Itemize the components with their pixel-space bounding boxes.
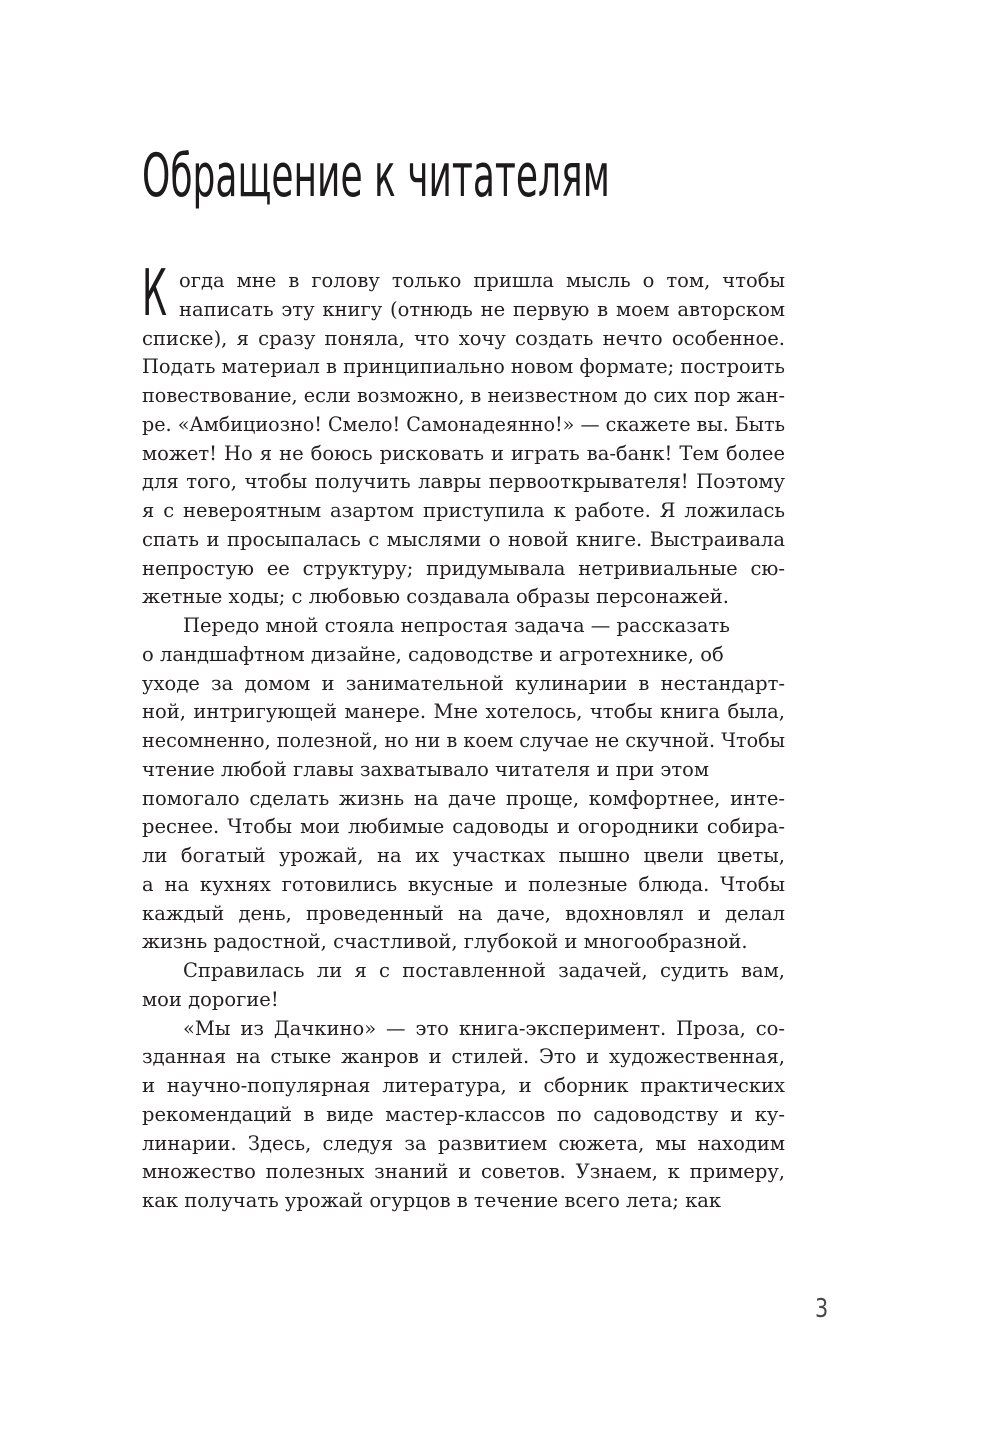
page-number: 3 [815, 1294, 829, 1324]
text-line: повествование, если возможно, в неизвестном до сих пор жан- [142, 384, 785, 407]
text-line: о ландшафтном дизайне, садоводстве и агротехнике, об [142, 642, 724, 666]
text-line: а на кухнях готовились вкусные и полезные блюда. Чтобы [142, 872, 785, 896]
text-line: огда мне в голову только пришла мысль о том, чтобы [179, 269, 785, 292]
text-line: жетные ходы; с любовью создавала образы персонажей. [142, 585, 729, 609]
body-text [142, 267, 802, 1216]
text-line: как получать урожай огурцов в течение всего лета; как [142, 1189, 722, 1212]
text-line: реснее. Чтобы мои любимые садоводы и огородники собира- [142, 815, 785, 839]
text-line: и научно-популярная литература, и сборник практических [142, 1074, 785, 1097]
text-line: множество полезных знаний и советов. Узнаем, к примеру, [142, 1160, 785, 1184]
text-line: уходе за домом и занимательной кулинарии в нестандарт- [142, 671, 785, 695]
text-line: спать и просыпалась с мыслями о новой книге. Выстраивала [142, 527, 785, 551]
text-line: каждый день, проведенный на даче, вдохновлял и делал [142, 901, 785, 925]
text-line: для того, чтобы получить лавры первооткрывателя! Поэтому [142, 470, 785, 494]
drop-cap: К [142, 257, 167, 331]
text-line: рекомендаций в виде мастер-классов по садоводству и ку- [142, 1102, 785, 1126]
text-line: непростую ее структуру; придумывала нетривиальные сю- [142, 556, 785, 580]
text-line: Справилась ли я с поставленной задачей, судить вам, [183, 959, 785, 982]
text-line: мои дорогие! [142, 987, 279, 1011]
text-line: линарии. Здесь, следуя за развитием сюжета, мы находим [142, 1131, 785, 1155]
text-line: ной, интригующей манере. Мне хотелось, чтобы книга была, [142, 700, 785, 724]
text-line: «Мы из Дачкино» — это книга-эксперимент. Проза, со- [183, 1016, 785, 1040]
page-title: Обращение к читателям [142, 141, 610, 211]
text-line: написать эту книгу (отнюдь не первую в моем авторском [179, 297, 785, 321]
text-line: помогало сделать жизнь на даче проще, комфортнее, инте- [142, 786, 785, 810]
text-line: жизнь радостной, счастливой, глубокой и многообразной. [142, 930, 748, 954]
text-line: я с невероятным азартом приступила к работе. Я ложилась [142, 499, 785, 522]
text-line: чтение любой главы захватывало читателя и при этом [142, 757, 710, 781]
text-line: списке), я сразу поняла, что хочу создать нечто особенное. [142, 326, 785, 350]
text-line: ре. «Амбициозно! Смело! Самонадеянно!» — скажете вы. Быть [142, 412, 785, 436]
text-line: зданная на стыке жанров и стилей. Это и художественная, [142, 1045, 785, 1069]
text-line: может! Но я не боюсь рисковать и играть ва-банк! Тем более [142, 441, 785, 465]
text-line: Подать материал в принципиально новом формате; построить [142, 355, 785, 379]
text-line: Передо мной стояла непростая задача — рассказать [183, 614, 730, 637]
text-line: несомненно, полезной, но ни в коем случае не скучной. Чтобы [142, 729, 785, 752]
text-line: ли богатый урожай, на их участках пышно цвели цветы, [142, 844, 785, 867]
